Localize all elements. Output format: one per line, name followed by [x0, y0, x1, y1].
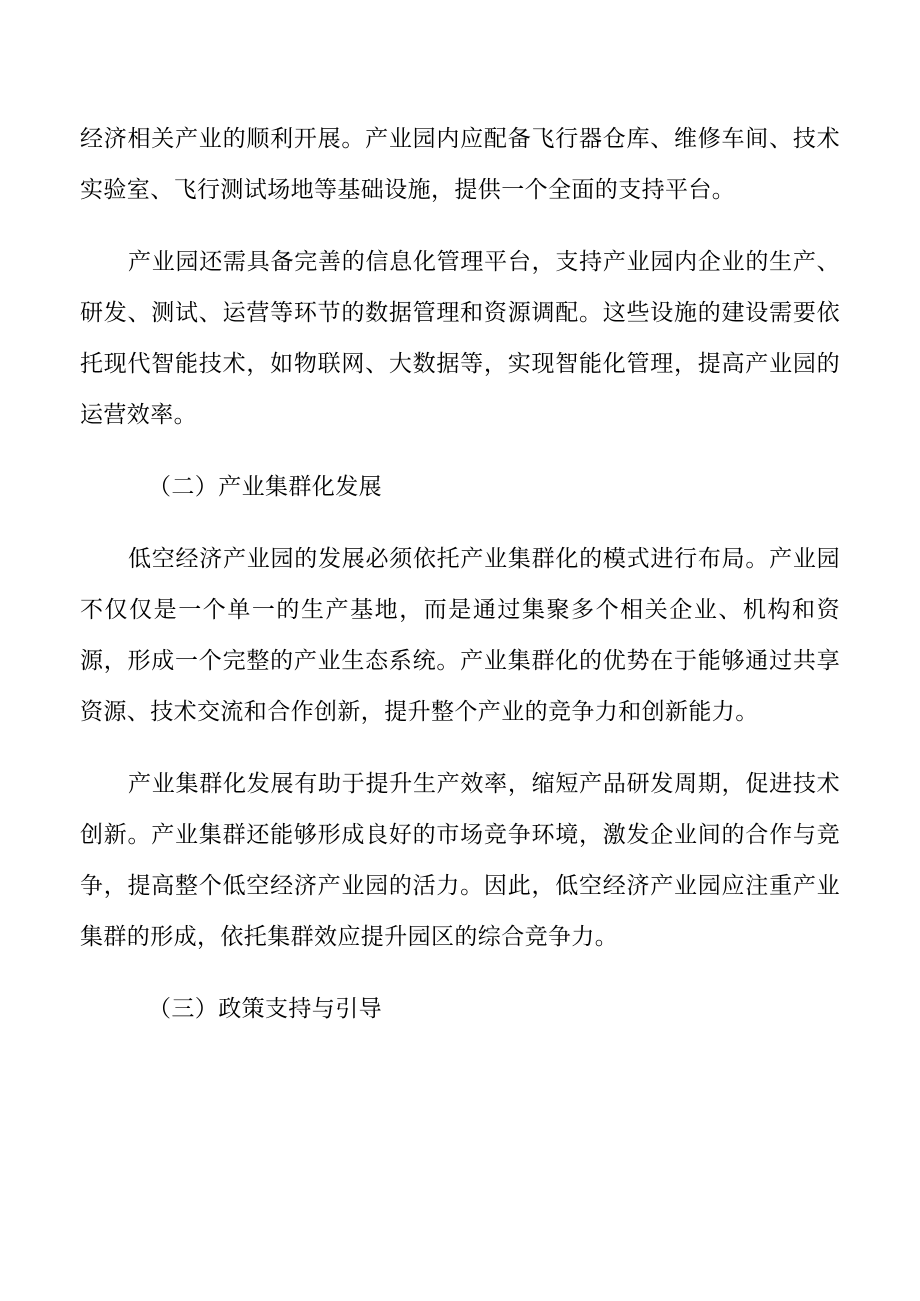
body-paragraph-cluster-benefits: 产业集群化发展有助于提升生产效率，缩短产品研发周期，促进技术创新。产业集群还能够形成良好的市场竞争环境，激发企业间的合作与竞争，提高整个低空经济产业园的活力。因此，低空经济产业园应注重产业集群的形成，依托集群效应提升园区的综合竞争力。: [80, 771, 840, 950]
document-body: [80, 114, 840, 1056]
body-paragraph-info-platform: 产业园还需具备完善的信息化管理平台，支持产业园内企业的生产、研发、测试、运营等环节的数据管理和资源调配。这些设施的建设需要依托现代智能技术，如物联网、大数据等，实现智能化管理，提高产业园的运营效率。: [80, 249, 840, 428]
body-paragraph-continuation: 经济相关产业的顺利开展。产业园内应配备飞行器仓库、维修车间、技术实验室、飞行测试场地等基础设施，提供一个全面的支持平台。: [80, 126, 840, 203]
section-heading-policy-support: （三）政策支持与引导: [148, 996, 382, 1022]
body-paragraph-cluster-layout: 低空经济产业园的发展必须依托产业集群化的模式进行布局。产业园不仅仅是一个单一的生产基地，而是通过集聚多个相关企业、机构和资源，形成一个完整的产业生态系统。产业集群化的优势在于能够通过共享资源、技术交流和合作创新，提升整个产业的竞争力和创新能力。: [80, 546, 840, 725]
section-heading-industrial-cluster: （二）产业集群化发展: [148, 474, 382, 500]
